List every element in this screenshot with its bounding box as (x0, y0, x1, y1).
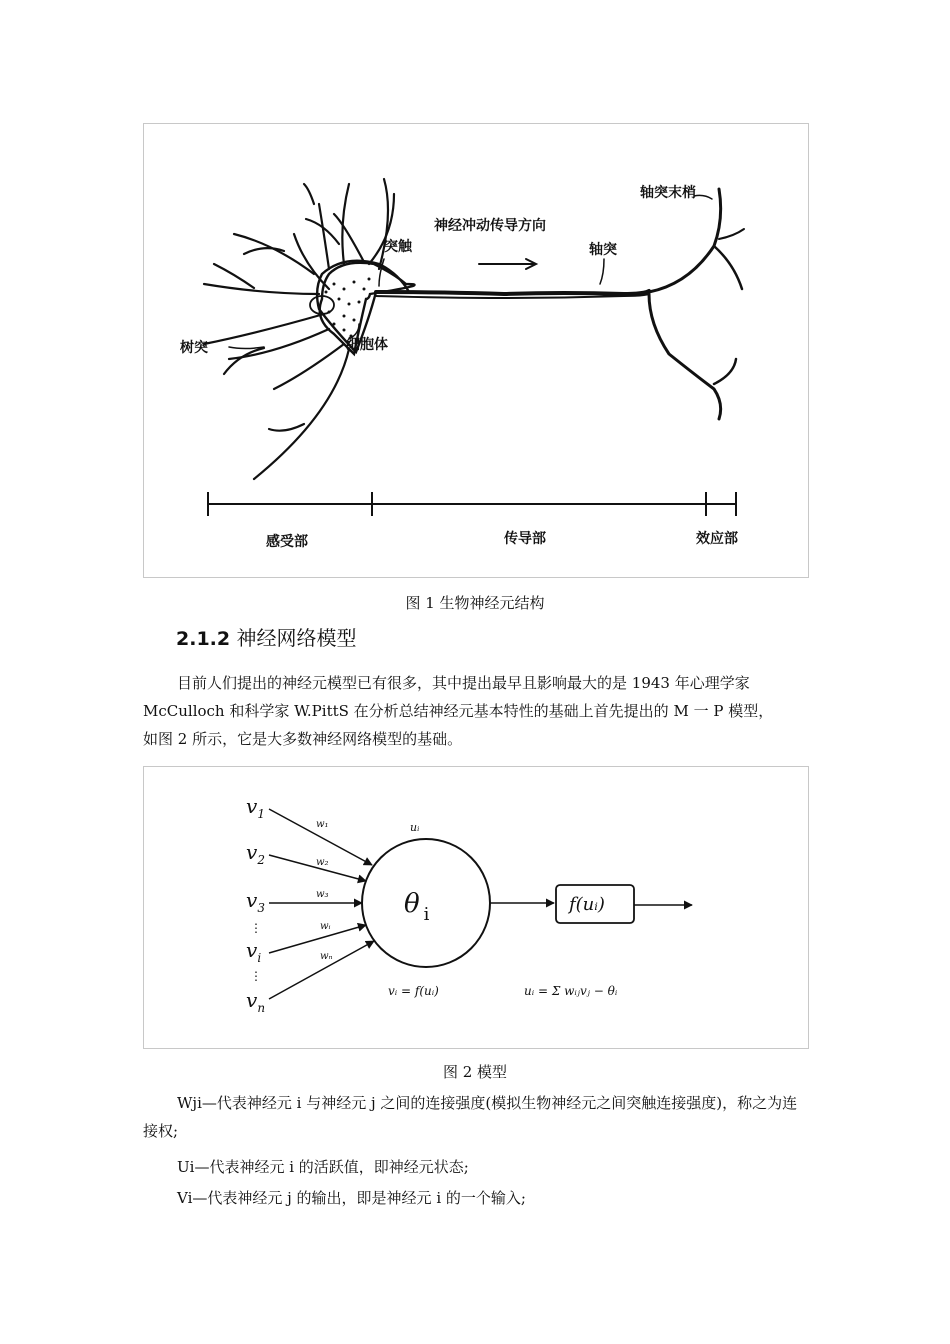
axon-branch (719, 229, 744, 239)
dendrite-branch (214, 264, 254, 288)
neuron-diagram (144, 124, 808, 577)
dendrite-branch (204, 284, 319, 294)
terminal-pointer (694, 195, 712, 199)
input-v2: $v_2$ (246, 840, 265, 867)
paragraph-line: McCulloch 和科学家 W.PittS 在分析总结神经元基本特性的基础上首先提出的 M 一 P 模型， (143, 702, 774, 720)
dendrite-branch (254, 349, 349, 479)
theta-label: θ $_i$ (404, 889, 430, 925)
paragraph-line: 目前人们提出的神经元模型已有很多，其中提出最早且影响最大的是 1943 年心理学家 (177, 674, 750, 692)
weight-w3: w₃ (316, 889, 329, 900)
section-number: 2.1.2 (176, 628, 231, 650)
mp-model-diagram (144, 767, 808, 1048)
weight-w2: w₂ (316, 857, 329, 868)
dendrite-branch (269, 424, 304, 431)
figure-1-neuron-structure (143, 123, 809, 578)
input-arrows (269, 809, 374, 999)
input-vi: $v_i$ (246, 938, 262, 965)
label-direction: 神经冲动传导方向 (434, 218, 546, 234)
label-receptor: 感受部 (266, 534, 308, 550)
definition-vi: Vi—代表神经元 j 的输出，即是神经元 i 的一个输入; (177, 1189, 526, 1207)
figure-2-caption: 图 2 模型 (442, 1063, 508, 1081)
section-title: 神经网络模型 (236, 626, 357, 650)
axon-branch (714, 246, 742, 289)
dendrite-branch (274, 344, 344, 389)
axon-pointer (600, 259, 604, 284)
dendrite-pointer (229, 347, 264, 349)
input-vn: $v_n$ (246, 988, 266, 1015)
equation-output: vᵢ = f(uᵢ) (388, 984, 439, 998)
dendrite-branch (342, 184, 349, 264)
input-v3: $v_3$ (246, 888, 265, 915)
axon-branch (649, 189, 721, 292)
input-v1: $v_1$ (246, 794, 265, 821)
intro-paragraph (143, 669, 807, 753)
figure-1-caption: 图 1 生物神经元结构 (405, 594, 545, 612)
dendrite-branch (379, 179, 388, 269)
dendrite-branch (304, 184, 314, 204)
weight-wn: wₙ (320, 951, 333, 962)
node-top-label: uᵢ (410, 821, 420, 834)
definition-ui: Ui—代表神经元 i 的活跃值，即神经元状态; (177, 1158, 469, 1176)
label-axon-terminal: 轴突末梢 (640, 185, 696, 201)
dendrite-branch (229, 329, 329, 359)
ellipsis-dots: ⋮ (250, 969, 262, 983)
label-effector: 效应部 (696, 531, 738, 547)
weight-w1: w₁ (316, 819, 329, 830)
axon-path (376, 291, 649, 294)
paragraph-line: 如图 2 所示，它是大多数神经网络模型的基础。 (143, 730, 463, 748)
dendrite-branch (334, 214, 364, 262)
label-axon: 轴突 (589, 242, 617, 258)
ellipsis-dots: ⋮ (250, 921, 262, 935)
neuron-node (362, 839, 490, 967)
figure-2-mp-model (143, 766, 809, 1049)
label-dendrite: 树突 (180, 340, 208, 356)
weight-wi: wᵢ (320, 921, 331, 932)
section-scale-bar (208, 492, 736, 516)
label-conductor: 传导部 (504, 531, 546, 547)
dendrite-branch (294, 234, 329, 289)
activation-function-label: f(uᵢ) (569, 894, 605, 915)
weight-labels (316, 819, 333, 962)
axon-branch (714, 359, 736, 384)
label-synapse: 突触 (384, 239, 412, 255)
axon-branch (649, 294, 721, 419)
dendrite-branch (319, 204, 329, 269)
equation-activation: uᵢ = Σ wᵢⱼvⱼ − θᵢ (524, 984, 618, 998)
dendrite-branch (224, 348, 264, 374)
label-cell-body: 细胞体 (346, 337, 388, 353)
section-heading (176, 622, 356, 651)
definition-wji: Wji—代表神经元 i 与神经元 j 之间的连接强度(模拟生物神经元之间突触连接强度)，称之为连接权; (143, 1094, 798, 1140)
